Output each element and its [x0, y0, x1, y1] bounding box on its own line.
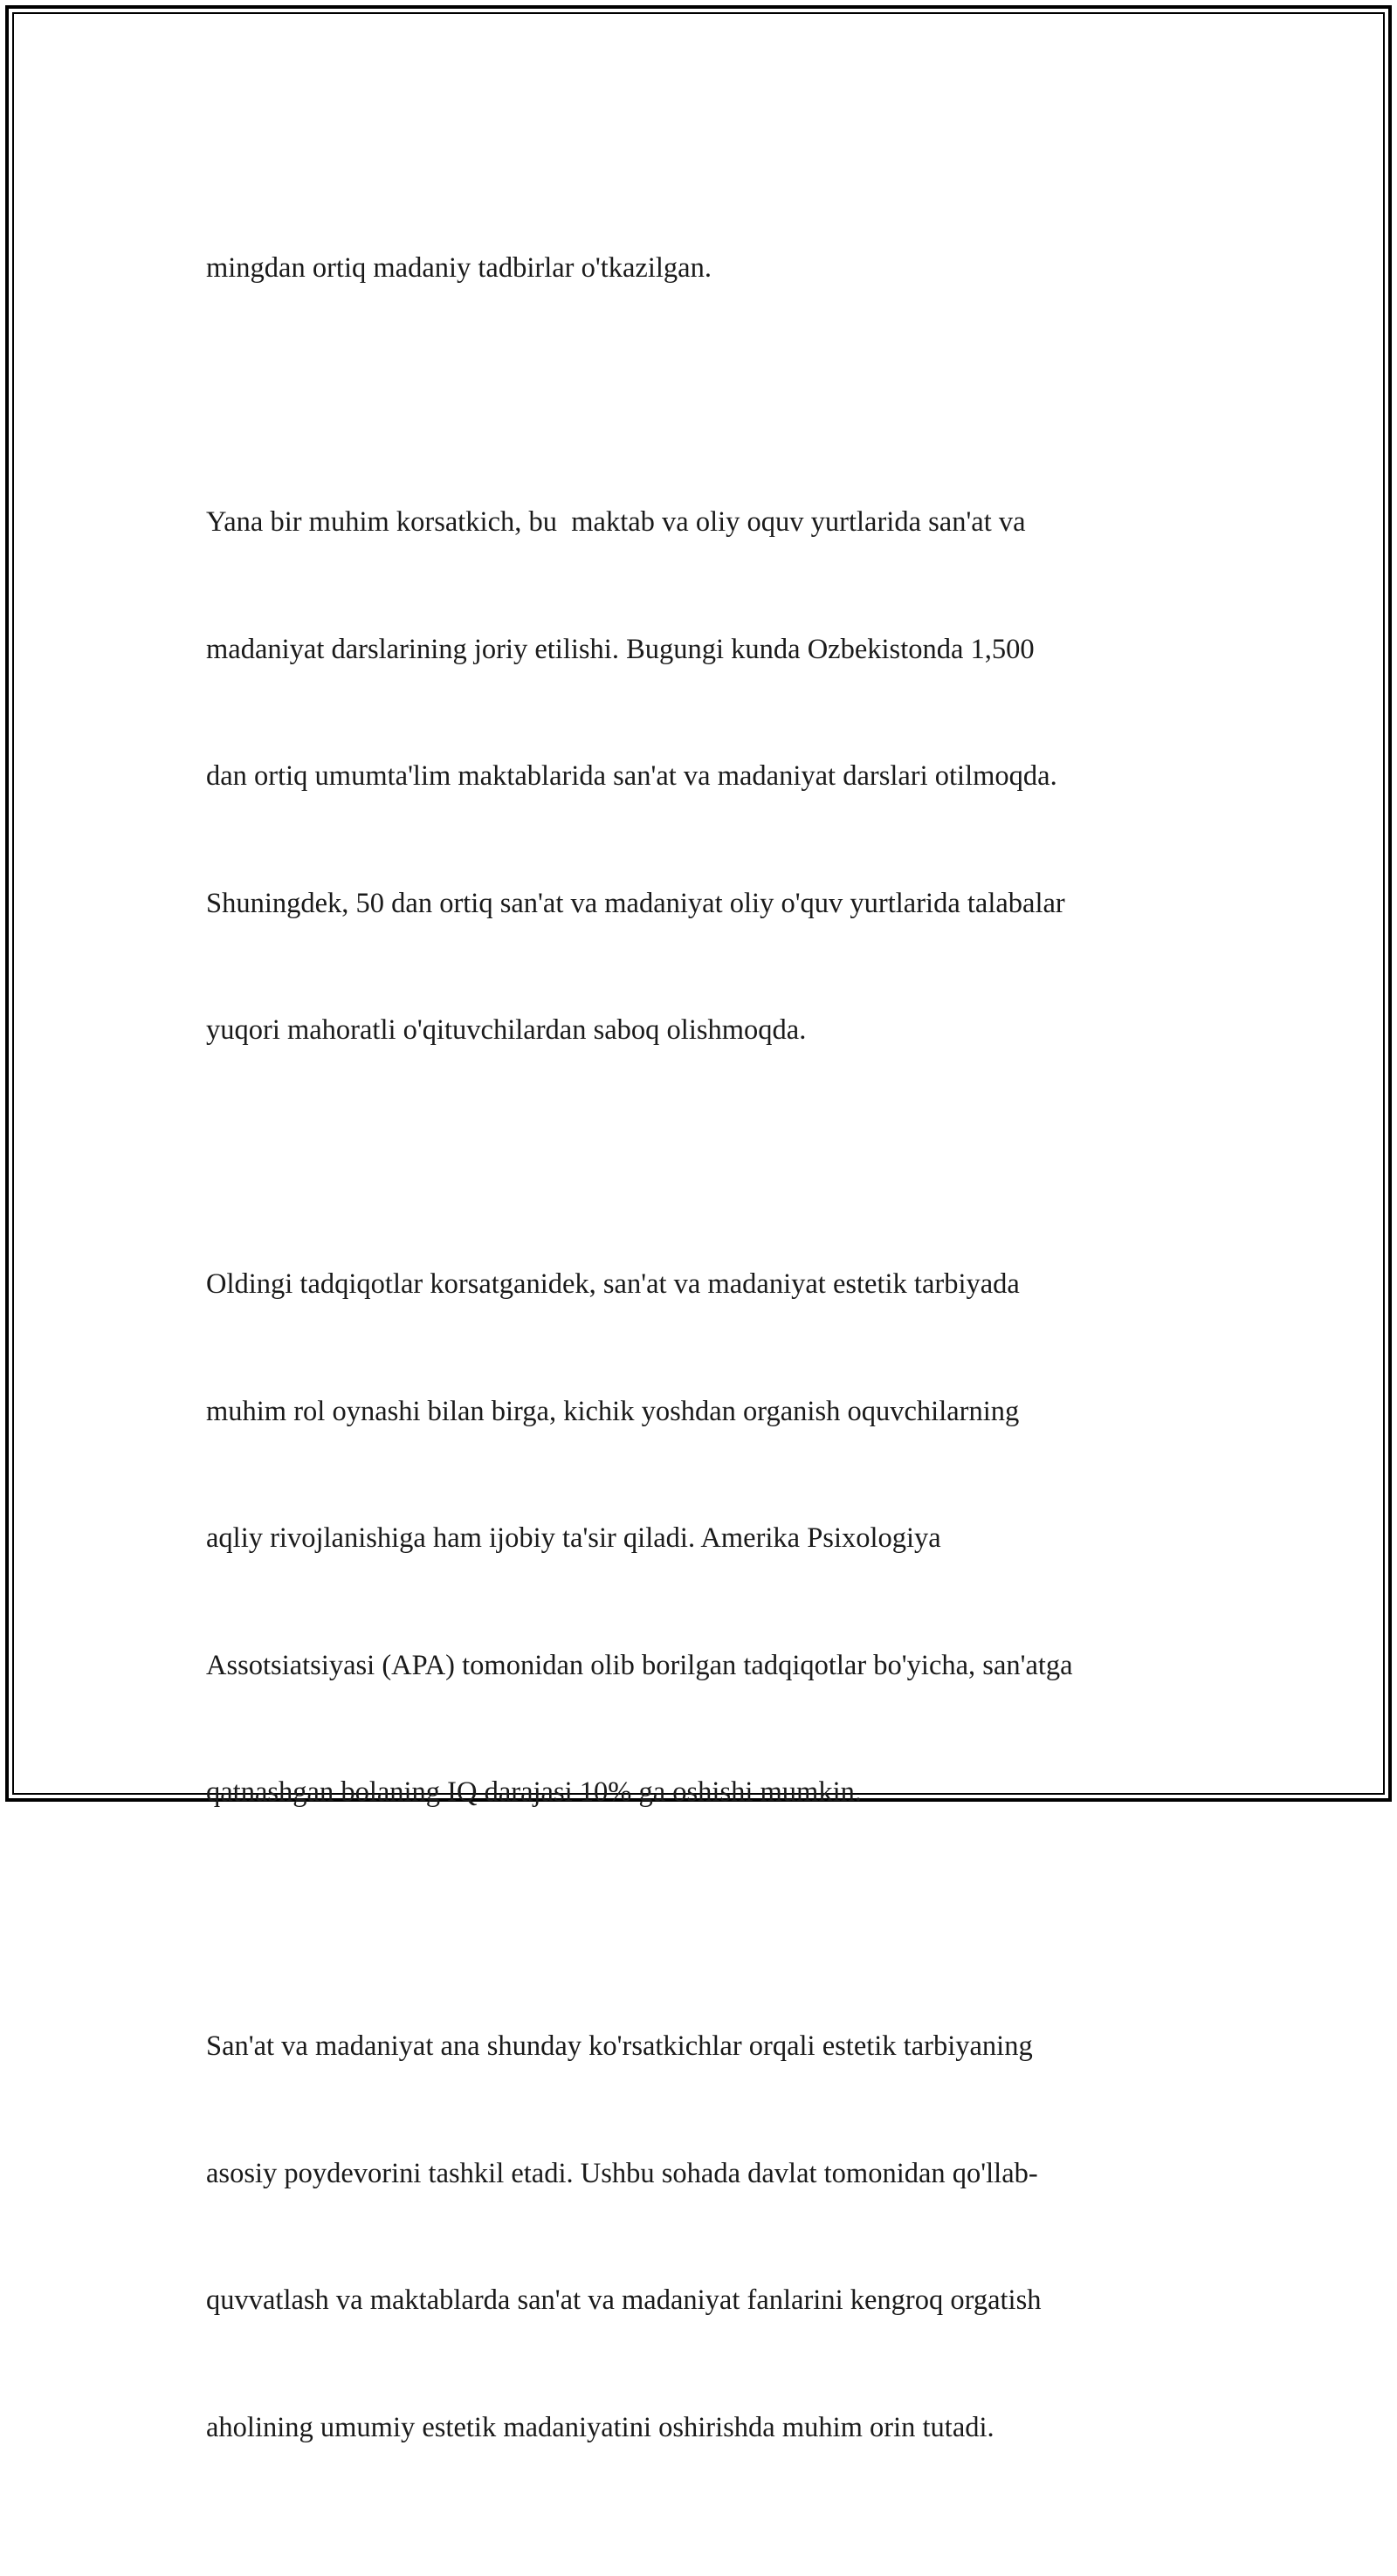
text-line: San'at va madaniyat ana shunday ko'rsatkichlar orqali estetik tarbiyaning: [206, 2030, 1033, 2062]
text-line: asosiy poydevorini tashkil etadi. Ushbu sohada davlat tomonidan qo'llab-: [206, 2157, 1038, 2189]
text-line: quvvatlash va maktablarda san'at va madaniyat fanlarini kengroq orgatish: [206, 2284, 1042, 2316]
text-line: yuqori mahoratli o'qituvchilardan saboq olishmoqda.: [206, 1014, 807, 1046]
text-line: aqliy rivojlanishiga ham ijobiy ta'sir qiladi. Amerika Psixologiya: [206, 1522, 941, 1554]
text-line: dan ortiq umumta'lim maktablarida san'at va madaniyat darslari otilmoqda.: [206, 760, 1057, 792]
text-line: Oldingi tadqiqotlar korsatganidek, san'at va madaniyat estetik tarbiyada: [206, 1268, 1020, 1300]
paragraph-1: [206, 162, 1210, 374]
text-line: Shuningdek, 50 dan ortiq san'at va madaniyat oliy o'quv yurtlarida talabalar: [206, 887, 1065, 919]
text-line: aholining umumiy estetik madaniyatini oshirishda muhim orin tutadi.: [206, 2411, 994, 2443]
text-line: Yana bir muhim korsatkich, bu maktab va oliy oquv yurtlarida san'at va: [206, 506, 1026, 538]
text-line: muhim rol oynashi bilan birga, kichik yoshdan organish oquvchilarning: [206, 1395, 1020, 1427]
text-line: mingdan ortiq madaniy tadbirlar o'tkazilgan.: [206, 252, 712, 284]
text-line: Assotsiatsiyasi (APA) tomonidan olib borilgan tadqiqotlar bo'yicha, san'atga: [206, 1649, 1073, 1681]
text-line: qatnashgan bolaning IQ darajasi 10% ga oshishi mumkin.: [206, 1776, 862, 1808]
paragraph-2: [206, 416, 1210, 1137]
document-body: [206, 162, 1210, 2576]
text-line: madaniyat darslarining joriy etilishi. Bugungi kunda Ozbekistonda 1,500: [206, 633, 1035, 665]
paragraph-3: [206, 1178, 1210, 1899]
paragraph-4: [206, 1941, 1210, 2533]
